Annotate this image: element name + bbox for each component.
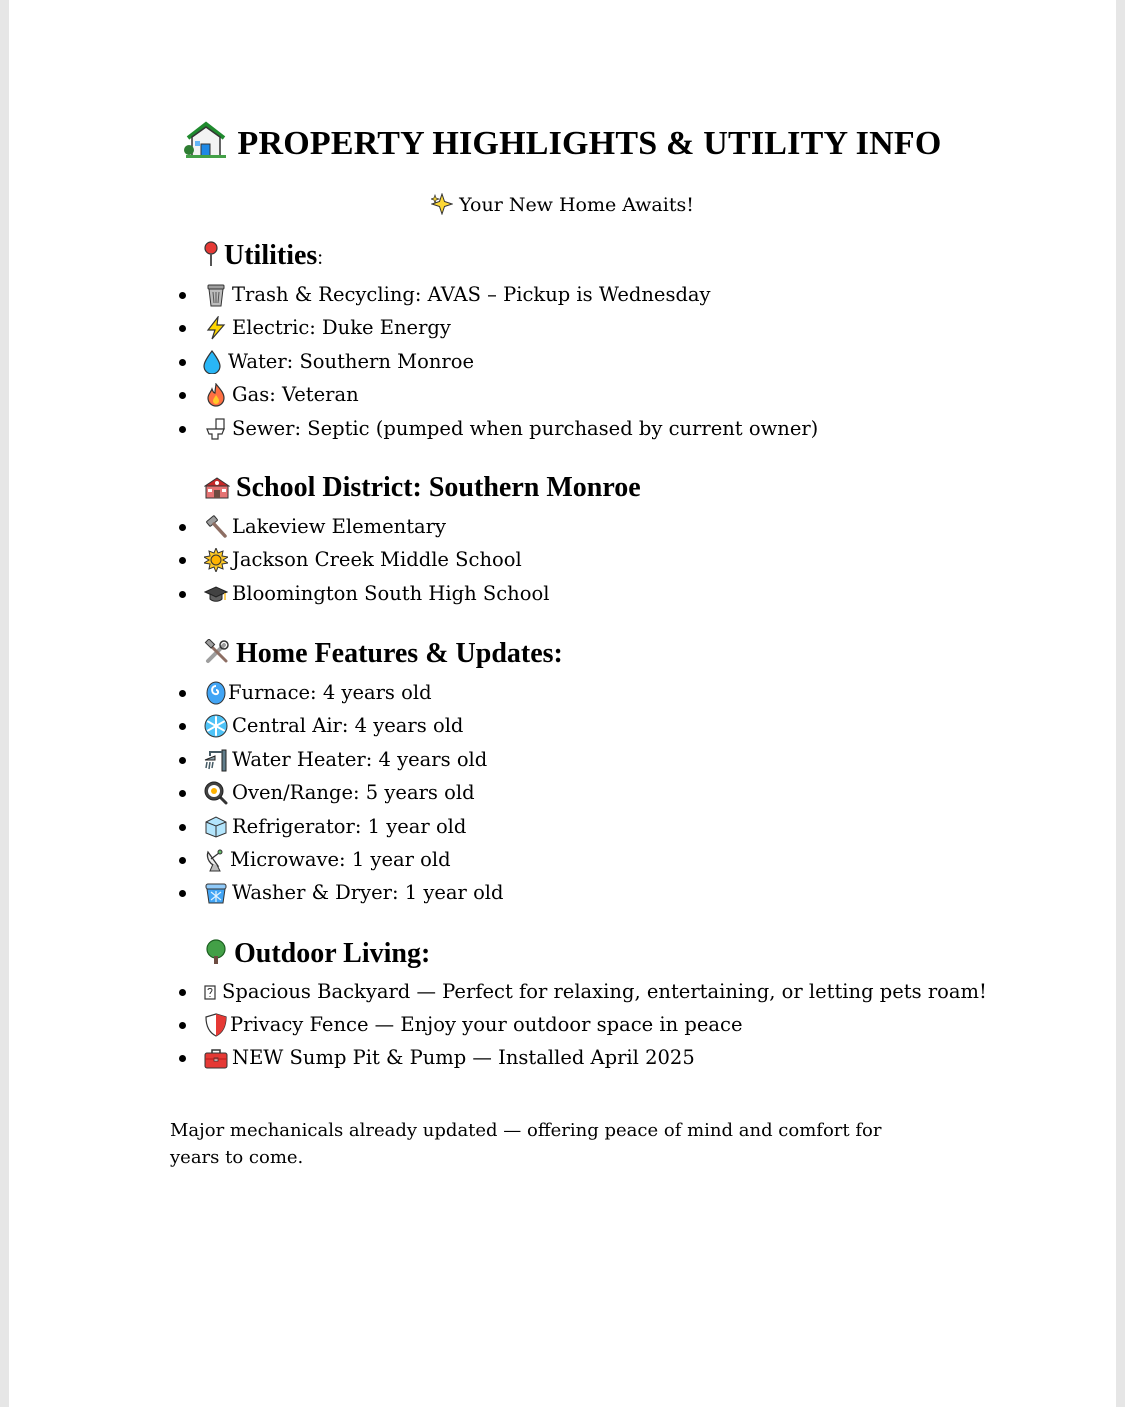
list-item	[170, 976, 1096, 1008]
bullet	[179, 591, 186, 598]
item-text: Electric: Duke Energy	[232, 316, 451, 340]
item-text: Spacious Backyard — Perfect for relaxing, entertaining, or letting pets roam!	[222, 980, 987, 1003]
home-features-heading-text: Home Features & Updates:	[236, 638, 563, 669]
list-item	[170, 1008, 1096, 1041]
bullet	[179, 392, 186, 399]
shield-icon	[204, 1013, 228, 1037]
utilities-section	[170, 240, 1096, 445]
toolbox-icon	[204, 1046, 228, 1070]
graduation-cap-icon	[204, 582, 228, 606]
item-text: Oven/Range: 5 years old	[232, 781, 475, 805]
list-item	[170, 278, 1096, 311]
tools-icon	[204, 639, 230, 665]
title-text: PROPERTY HIGHLIGHTS & UTILITY INFO	[237, 125, 942, 162]
bullet	[179, 325, 186, 332]
section-heading-utilities	[204, 240, 1096, 278]
list-item	[170, 843, 1096, 876]
list-item	[170, 676, 1096, 709]
bullet	[179, 524, 186, 531]
home-features-list	[170, 676, 1096, 910]
bullet	[179, 857, 186, 864]
basket-icon	[204, 881, 228, 905]
list-item	[170, 810, 1096, 843]
school-list	[170, 510, 1096, 610]
bullet	[179, 723, 186, 730]
list-item	[170, 709, 1096, 742]
missing-glyph-icon	[204, 985, 218, 1001]
school-heading-text: School District: Southern Monroe	[236, 472, 641, 503]
item-text: Privacy Fence — Enjoy your outdoor space in peace	[230, 1013, 743, 1036]
bullet	[179, 1055, 186, 1062]
item-text: Gas: Veteran	[232, 383, 359, 407]
list-item	[170, 577, 1096, 610]
bullet	[179, 426, 186, 433]
outdoor-list	[170, 976, 1096, 1074]
bullet	[179, 359, 186, 366]
school-district-section	[170, 472, 1096, 610]
outdoor-living-section	[170, 938, 1096, 1074]
bullet	[179, 557, 186, 564]
frying-pan-icon	[204, 781, 228, 805]
school-icon	[204, 475, 230, 499]
bullet	[179, 824, 186, 831]
bullet	[179, 1022, 186, 1029]
list-item	[170, 743, 1096, 776]
bullet	[179, 690, 186, 697]
list-item	[170, 876, 1096, 909]
item-text: Lakeview Elementary	[232, 515, 447, 538]
list-item	[170, 311, 1096, 344]
toilet-icon	[204, 417, 228, 441]
item-text: Bloomington South High School	[232, 581, 550, 605]
bullet	[179, 989, 186, 996]
list-item	[170, 378, 1096, 411]
section-heading-outdoor-living	[204, 938, 1096, 976]
item-text: Washer & Dryer: 1 year old	[232, 881, 504, 905]
bullet	[179, 757, 186, 764]
sun-icon	[204, 548, 228, 572]
list-item	[170, 510, 1096, 543]
item-text: Trash & Recycling: AVAS – Pickup is Wednesday	[232, 283, 711, 306]
sparkles-icon	[431, 193, 453, 215]
page-title	[9, 120, 1116, 163]
footer-note: Major mechanicals already updated — offering peace of mind and comfort for years to come.	[170, 1120, 882, 1168]
utilities-heading-text: Utilities	[224, 240, 318, 271]
hammer-icon	[204, 515, 228, 539]
droplet-icon	[200, 350, 224, 374]
shower-icon	[204, 748, 228, 772]
subtitle	[9, 193, 1116, 216]
section-heading-school-district	[204, 472, 1096, 510]
item-text: Microwave: 1 year old	[230, 847, 451, 871]
ice-cube-icon	[204, 815, 228, 839]
cyclone-icon	[204, 681, 228, 705]
item-text: Water: Southern Monroe	[228, 349, 474, 373]
list-item	[170, 345, 1096, 378]
lightning-icon	[204, 316, 228, 340]
item-text: NEW Sump Pit & Pump — Installed April 2025	[232, 1046, 695, 1069]
tree-icon	[204, 939, 228, 965]
document-page	[9, 0, 1116, 1407]
subtitle-text: Your New Home Awaits!	[459, 194, 694, 216]
list-item	[170, 412, 1096, 445]
list-item	[170, 543, 1096, 576]
satellite-dish-icon	[204, 848, 228, 872]
house-icon	[184, 120, 228, 160]
item-text: Furnace: 4 years old	[228, 681, 432, 704]
bullet	[179, 790, 186, 797]
outdoor-heading-text: Outdoor Living:	[234, 938, 431, 969]
wastebasket-icon	[204, 283, 228, 307]
section-heading-home-features	[204, 638, 1096, 676]
list-item	[170, 776, 1096, 809]
item-text: Jackson Creek Middle School	[232, 548, 522, 572]
item-text: Refrigerator: 1 year old	[232, 814, 467, 838]
utilities-list	[170, 278, 1096, 445]
bullet	[179, 890, 186, 897]
item-text: Sewer: Septic (pumped when purchased by current owner)	[232, 416, 819, 440]
item-text: Central Air: 4 years old	[232, 714, 464, 738]
item-text: Water Heater: 4 years old	[232, 747, 488, 771]
list-item	[170, 1041, 1096, 1074]
snowflake-icon	[204, 714, 228, 738]
pin-icon	[204, 241, 218, 267]
utilities-heading-colon: :	[317, 247, 323, 269]
home-features-section	[170, 638, 1096, 910]
bullet	[179, 292, 186, 299]
fire-icon	[204, 383, 228, 407]
